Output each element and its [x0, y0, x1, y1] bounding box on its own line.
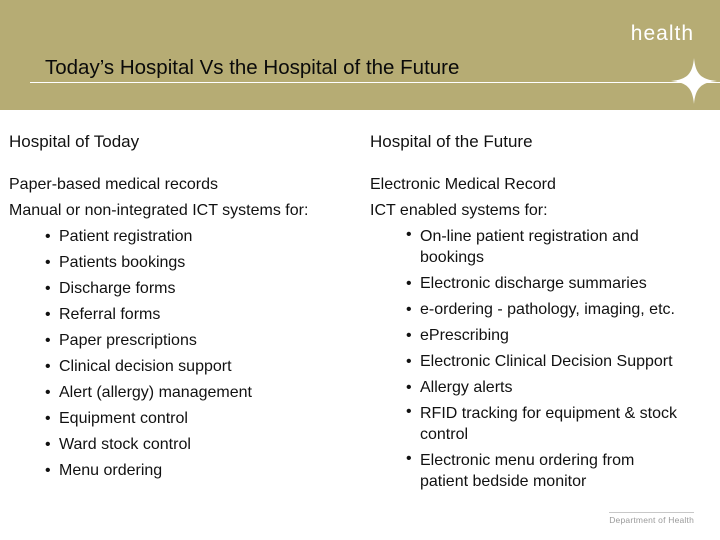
list-item-text: Discharge forms: [59, 280, 176, 297]
list-item: [9, 328, 308, 354]
list-item: [370, 448, 715, 495]
list-item-text: Electronic menu ordering from patient bedside monitor: [420, 452, 635, 490]
slide-title: Today’s Hospital Vs the Hospital of the Future: [45, 56, 460, 79]
right-intro-line: Electronic Medical Record: [370, 176, 556, 193]
list-item-text: Referral forms: [59, 306, 161, 323]
bullet-icon: •: [45, 462, 51, 479]
bullet-icon: •: [406, 353, 412, 370]
list-item: [9, 276, 308, 302]
list-item-text: Electronic Clinical Decision Support: [420, 353, 673, 370]
left-intro-line: Manual or non-integrated ICT systems for:: [9, 202, 309, 219]
footer-logo-text: Department of Health: [609, 512, 694, 525]
bullet-icon: •: [45, 254, 51, 271]
list-item-text: Patient registration: [59, 228, 193, 245]
list-item-text: On-line patient registration and bookings: [420, 228, 639, 266]
list-item-text: Allergy alerts: [420, 379, 513, 396]
header-divider: [30, 82, 720, 83]
list-item: [370, 224, 715, 271]
bullet-icon: •: [406, 275, 412, 292]
bullet-icon: •: [406, 327, 412, 344]
right-intro-line: ICT enabled systems for:: [370, 202, 548, 219]
header-banner: [0, 0, 720, 110]
list-item-text: Electronic discharge summaries: [420, 275, 647, 292]
list-item: [9, 354, 308, 380]
right-bullet-list: [370, 224, 715, 495]
list-item: [9, 406, 308, 432]
left-bullet-list: [9, 224, 308, 484]
left-column-heading: Hospital of Today: [9, 132, 140, 151]
hospital-today-column: [9, 172, 308, 484]
list-item-text: Ward stock control: [59, 436, 191, 453]
hospital-future-column: [370, 172, 715, 495]
list-item: [9, 302, 308, 328]
bullet-icon: •: [45, 228, 51, 245]
bullet-icon: •: [406, 403, 412, 420]
bullet-icon: •: [45, 436, 51, 453]
list-item: [370, 297, 715, 323]
bullet-icon: •: [45, 280, 51, 297]
list-item-text: RFID tracking for equipment & stock control: [420, 405, 677, 443]
list-item: [370, 323, 715, 349]
list-item: [9, 432, 308, 458]
list-item: [9, 250, 308, 276]
bullet-icon: •: [45, 384, 51, 401]
left-intro-line: Paper-based medical records: [9, 176, 218, 193]
list-item-text: Alert (allergy) management: [59, 384, 252, 401]
bullet-icon: •: [45, 332, 51, 349]
right-column-heading: Hospital of the Future: [370, 132, 533, 151]
list-item-text: Menu ordering: [59, 462, 163, 479]
list-item-text: Paper prescriptions: [59, 332, 197, 349]
list-item: [9, 380, 308, 406]
bullet-icon: •: [45, 358, 51, 375]
bullet-icon: •: [406, 226, 412, 243]
bullet-icon: •: [406, 450, 412, 467]
list-item-text: Equipment control: [59, 410, 188, 427]
list-item-text: Patients bookings: [59, 254, 186, 271]
list-item-text: ePrescribing: [420, 327, 509, 344]
bullet-icon: •: [45, 410, 51, 427]
list-item: [370, 375, 715, 401]
brand-wordmark: health: [630, 22, 694, 45]
list-item-text: e-ordering - pathology, imaging, etc.: [420, 301, 675, 318]
bullet-icon: •: [406, 301, 412, 318]
list-item: [9, 458, 308, 484]
sparkle-icon: [671, 58, 717, 104]
bullet-icon: •: [45, 306, 51, 323]
list-item: [370, 349, 715, 375]
list-item: [9, 224, 308, 250]
list-item: [370, 271, 715, 297]
list-item-text: Clinical decision support: [59, 358, 232, 375]
list-item: [370, 401, 715, 448]
bullet-icon: •: [406, 379, 412, 396]
